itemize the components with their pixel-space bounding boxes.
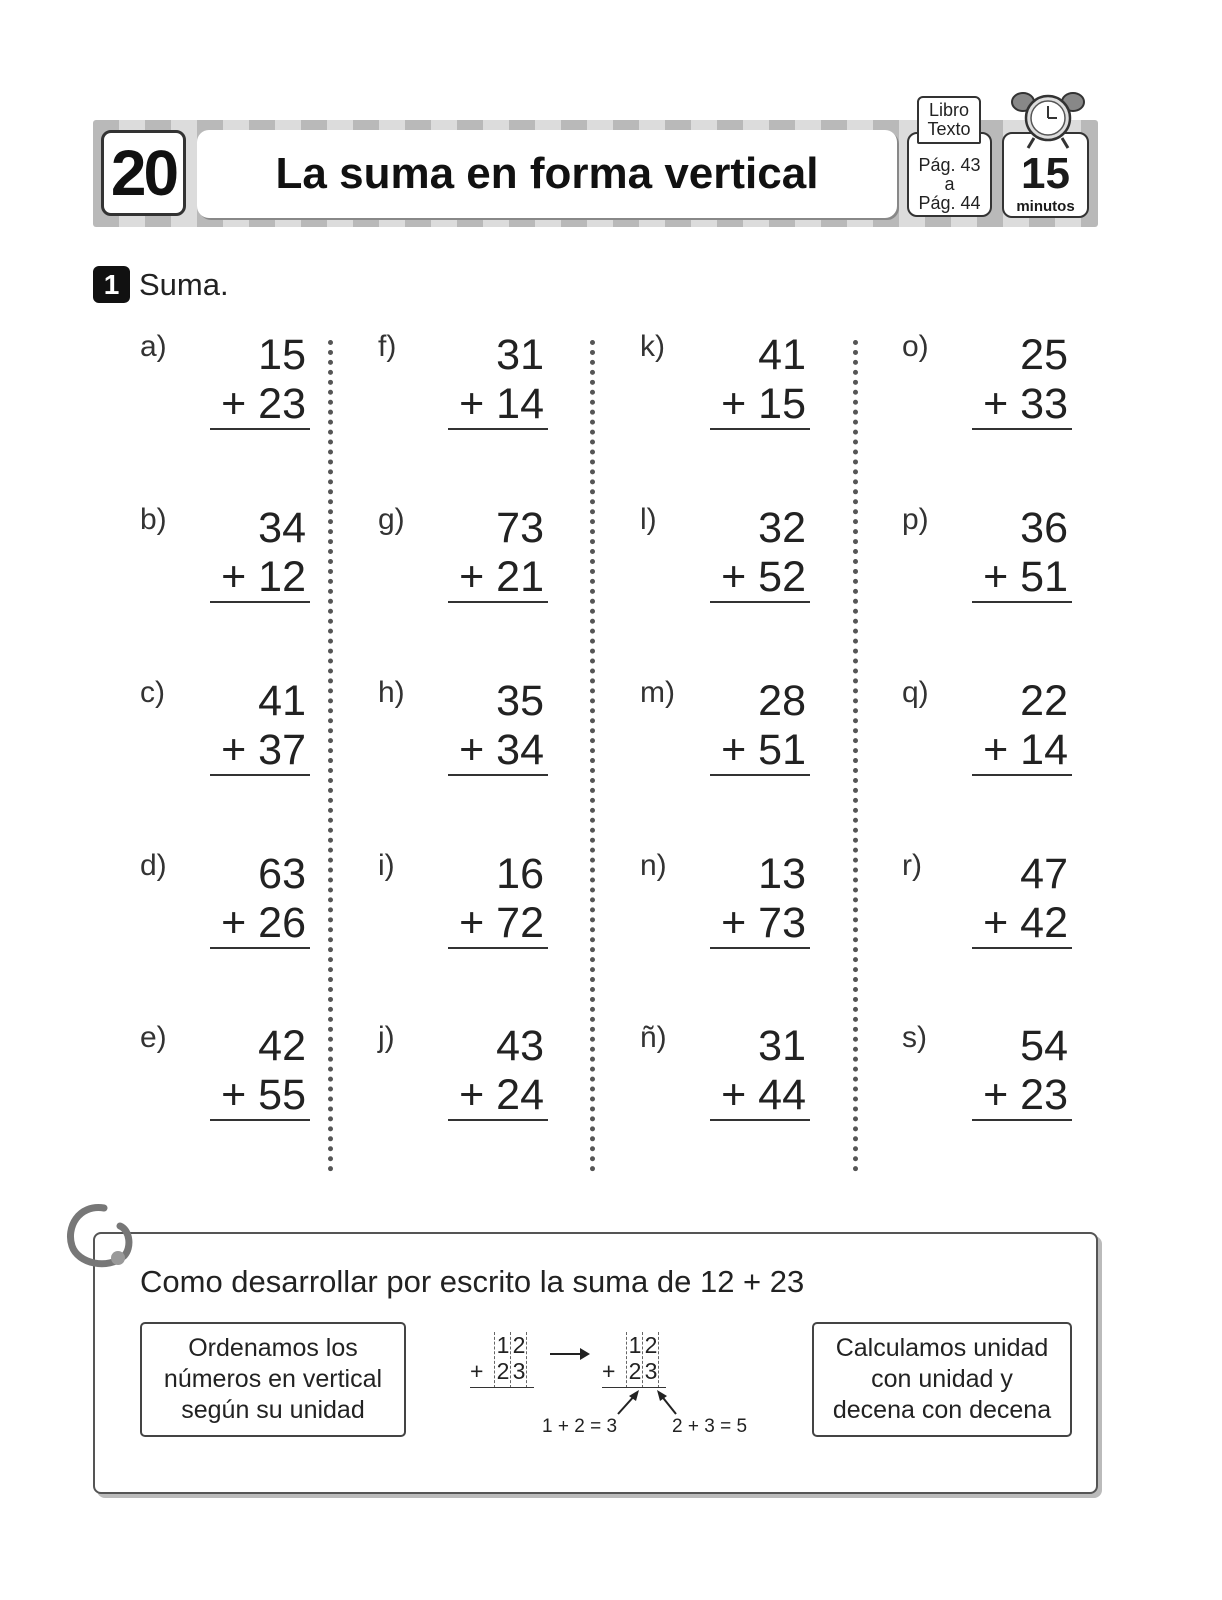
digit: 2 [512,1332,526,1358]
pointer-arrows-icon [612,1388,682,1416]
step-calculate-units [812,1322,1072,1437]
problem-addend-top: 25 [1020,331,1068,379]
problem-addend-top: 54 [1020,1022,1068,1070]
answer-line [210,947,310,949]
answer-line [210,774,310,776]
problem-label: g) [378,503,405,536]
tip-title: Como desarrollar por escrito la suma de 12 + 23 [140,1264,805,1299]
addition-problem [640,676,810,806]
answer-line [448,774,548,776]
digit: 3 [512,1358,526,1384]
book-page-start: Pág. 43 [918,155,981,175]
problem-addend-top: 22 [1020,677,1068,725]
problem-label: k) [640,330,665,363]
addition-problem [902,1021,1072,1151]
answer-line [210,601,310,603]
problem-addend-top: 28 [758,677,806,725]
problem-addend-top: 36 [1020,504,1068,552]
digit: 2 [644,1332,658,1358]
answer-line [972,428,1072,430]
problem-addend-bottom: + 73 [721,899,806,947]
problem-addend-bottom: + 72 [459,899,544,947]
problem-addend-top: 31 [758,1022,806,1070]
addition-problem [902,849,1072,979]
addition-problem [378,1021,548,1151]
problem-addend-bottom: + 42 [983,899,1068,947]
step-order-numbers [140,1322,406,1437]
step-text-line: Ordenamos los [188,1334,358,1362]
problem-label: l) [640,503,657,536]
answer-line [710,947,810,949]
book-icon-label: Texto [927,119,971,139]
plus-sign: + [602,1358,616,1384]
problem-label: m) [640,676,675,709]
digit: 3 [644,1358,658,1384]
answer-line [210,428,310,430]
answer-line [972,947,1072,949]
calc-units-text: 1 + 2 = 3 [542,1416,618,1437]
step-text-line: según su unidad [181,1396,365,1424]
problem-addend-top: 43 [496,1022,544,1070]
problem-label: c) [140,676,165,709]
answer-line [448,1119,548,1121]
addition-problem [140,1021,310,1151]
problem-addend-top: 73 [496,504,544,552]
problem-addend-bottom: + 24 [459,1071,544,1119]
problem-label: b) [140,503,167,536]
problem-addend-top: 34 [258,504,306,552]
problem-addend-top: 35 [496,677,544,725]
digit: 2 [628,1358,642,1384]
problem-addend-top: 47 [1020,850,1068,898]
book-page-separator: a [944,174,955,194]
example-sum-left [470,1332,540,1392]
answer-line [210,1119,310,1121]
problem-addend-top: 31 [496,331,544,379]
answer-line [972,601,1072,603]
problem-addend-bottom: + 55 [221,1071,306,1119]
problem-label: i) [378,849,395,882]
problem-addend-bottom: + 21 [459,553,544,601]
problem-label: f) [378,330,397,363]
problem-addend-bottom: + 12 [221,553,306,601]
addition-problem [140,849,310,979]
arrow-right-icon [548,1344,592,1364]
step-text-line: números en vertical [163,1365,383,1393]
problem-addend-bottom: + 34 [459,726,544,774]
problem-addend-bottom: + 52 [721,553,806,601]
problem-addend-bottom: + 44 [721,1071,806,1119]
digit: 1 [496,1332,510,1358]
lesson-number: 20 [101,130,186,216]
plus-sign: + [470,1358,484,1384]
column-divider [328,340,333,1172]
addition-problem [640,330,810,460]
addition-problem [140,676,310,806]
addition-problem [140,330,310,460]
problem-addend-bottom: + 23 [221,380,306,428]
problem-addend-top: 41 [758,331,806,379]
problem-addend-top: 16 [496,850,544,898]
problem-addend-top: 15 [258,331,306,379]
problem-addend-bottom: + 26 [221,899,306,947]
problem-label: p) [902,503,929,536]
problem-addend-bottom: + 14 [459,380,544,428]
problem-addend-top: 63 [258,850,306,898]
answer-line [710,428,810,430]
calc-tens-text: 2 + 3 = 5 [672,1416,748,1437]
problem-addend-bottom: + 23 [983,1071,1068,1119]
problem-label: s) [902,1021,927,1054]
problem-addend-bottom: + 51 [721,726,806,774]
problem-label: n) [640,849,667,882]
problem-label: e) [140,1021,167,1054]
time-value: 15 [1021,149,1070,198]
addition-problem [640,503,810,633]
problem-label: q) [902,676,929,709]
problem-addend-bottom: + 37 [221,726,306,774]
exercise-instruction: Suma. [139,267,229,302]
answer-line [972,774,1072,776]
answer-line [710,1119,810,1121]
addition-problem [902,503,1072,633]
answer-line [972,1119,1072,1121]
problem-addend-bottom: + 15 [721,380,806,428]
addition-problem [378,676,548,806]
problem-addend-top: 42 [258,1022,306,1070]
problem-label: ñ) [640,1021,667,1054]
book-page-end: Pág. 44 [918,193,981,213]
problem-addend-bottom: + 33 [983,380,1068,428]
answer-line [448,947,548,949]
addition-problem [640,1021,810,1151]
addition-problem [140,503,310,633]
problem-label: j) [378,1021,395,1054]
addition-problem [902,330,1072,460]
step-text-line: decena con decena [832,1396,1052,1424]
digit: 2 [496,1358,510,1384]
time-unit: minutos [1016,198,1075,215]
addition-problem [902,676,1072,806]
problem-label: o) [902,330,929,363]
answer-line [448,428,548,430]
column-divider [853,340,858,1172]
problem-label: h) [378,676,405,709]
problem-label: a) [140,330,167,363]
problem-addend-top: 32 [758,504,806,552]
page-title: La suma en forma vertical [197,130,897,218]
problem-addend-bottom: + 51 [983,553,1068,601]
step-text-line: con unidad y [871,1365,1013,1393]
addition-problem [640,849,810,979]
problem-label: d) [140,849,167,882]
problem-addend-bottom: + 14 [983,726,1068,774]
answer-line [710,601,810,603]
step-text-line: Calculamos unidad [835,1334,1049,1362]
problem-addend-top: 13 [758,850,806,898]
column-divider [590,340,595,1172]
exercise-number: 1 [93,266,130,303]
example-sum-right [602,1332,672,1392]
digit: 1 [628,1332,642,1358]
addition-problem [378,503,548,633]
book-icon-label: Libro [928,100,970,120]
problem-addend-top: 41 [258,677,306,725]
addition-problem [378,849,548,979]
problem-label: r) [902,849,922,882]
answer-line [448,601,548,603]
answer-line [710,774,810,776]
addition-problem [378,330,548,460]
note-ring-icon [64,1200,136,1276]
